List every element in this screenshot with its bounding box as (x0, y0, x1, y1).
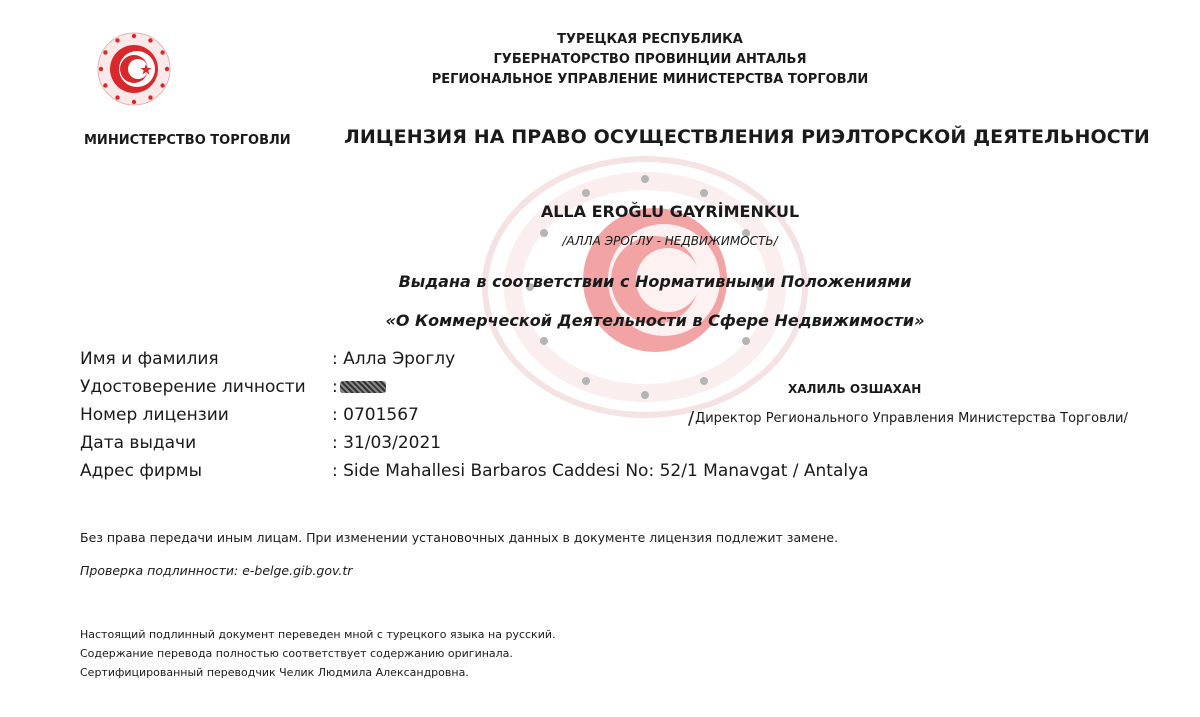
document-title: ЛИЦЕНЗИЯ НА ПРАВО ОСУЩЕСТВЛЕНИЯ РИЭЛТОРСКОЙ ДЕЯТЕЛЬНОСТИ (344, 126, 1150, 148)
redacted-mark (340, 381, 386, 393)
field-label-license-number: Номер лицензии (80, 405, 229, 425)
signatory-title-text: Директор Регионального Управления Министерства Торговли/ (695, 411, 1128, 426)
ministry-short-name: МИНИСТЕРСТВО ТОРГОВЛИ (84, 133, 291, 148)
company-name: ALLA EROĞLU GAYRİMENKUL (540, 202, 800, 221)
verification-link[interactable]: Проверка подлинности: e-belge.gib.gov.tr (80, 563, 353, 578)
transfer-notice: Без права передачи иным лицам. При изменении установочных данных в документе лицензия подлежит замене. (80, 530, 839, 545)
translator-line-1: Настоящий подлинный документ переведен мной с турецкого языка на русский. (80, 628, 556, 641)
field-value-address: : Side Mahallesi Barbaros Caddesi No: 52/1 Manavgat / Antalya (332, 461, 869, 481)
document-header (300, 30, 1000, 90)
header-republic: ТУРЕЦКАЯ РЕСПУБЛИКА (557, 32, 743, 47)
slash-mark: / (688, 408, 695, 429)
translator-line-3: Сертифицированный переводчик Челик Людмила Александровна. (80, 666, 469, 679)
field-value-name: : Алла Эроглу (332, 349, 456, 369)
ministry-emblem-logo (96, 31, 172, 107)
field-value-id (332, 377, 386, 397)
field-value-license-number: : 0701567 (332, 405, 419, 425)
field-value-id-colon: : (332, 377, 338, 397)
signatory-name: ХАЛИЛЬ ОЗШАХАН (788, 382, 922, 396)
field-label-issue-date: Дата выдачи (80, 433, 197, 453)
header-governorate: ГУБЕРНАТОРСТВО ПРОВИНЦИИ АНТАЛЬЯ (493, 52, 807, 67)
field-label-id: Удостоверение личности (80, 377, 306, 397)
company-transliteration: /АЛЛА ЭРОГЛУ - НЕДВИЖИМОСТЬ/ (562, 234, 778, 248)
field-label-name: Имя и фамилия (80, 349, 219, 369)
company-block (380, 200, 960, 248)
header-regional-office: РЕГИОНАЛЬНОЕ УПРАВЛЕНИЕ МИНИСТЕРСТВА ТОРГОВЛИ (431, 72, 869, 87)
translator-line-2: Содержание перевода полностью соответствует содержанию оригинала. (80, 647, 513, 660)
issued-basis-line-1: Выдана в соответствии с Нормативными Положениями (398, 272, 912, 291)
signatory-title (688, 408, 1128, 429)
field-label-address: Адрес фирмы (80, 461, 203, 481)
field-value-issue-date: : 31/03/2021 (332, 433, 442, 453)
issued-basis-line-2: «О Коммерческой Деятельности в Сфере Недвижимости» (385, 311, 925, 330)
translator-certification (80, 625, 556, 682)
